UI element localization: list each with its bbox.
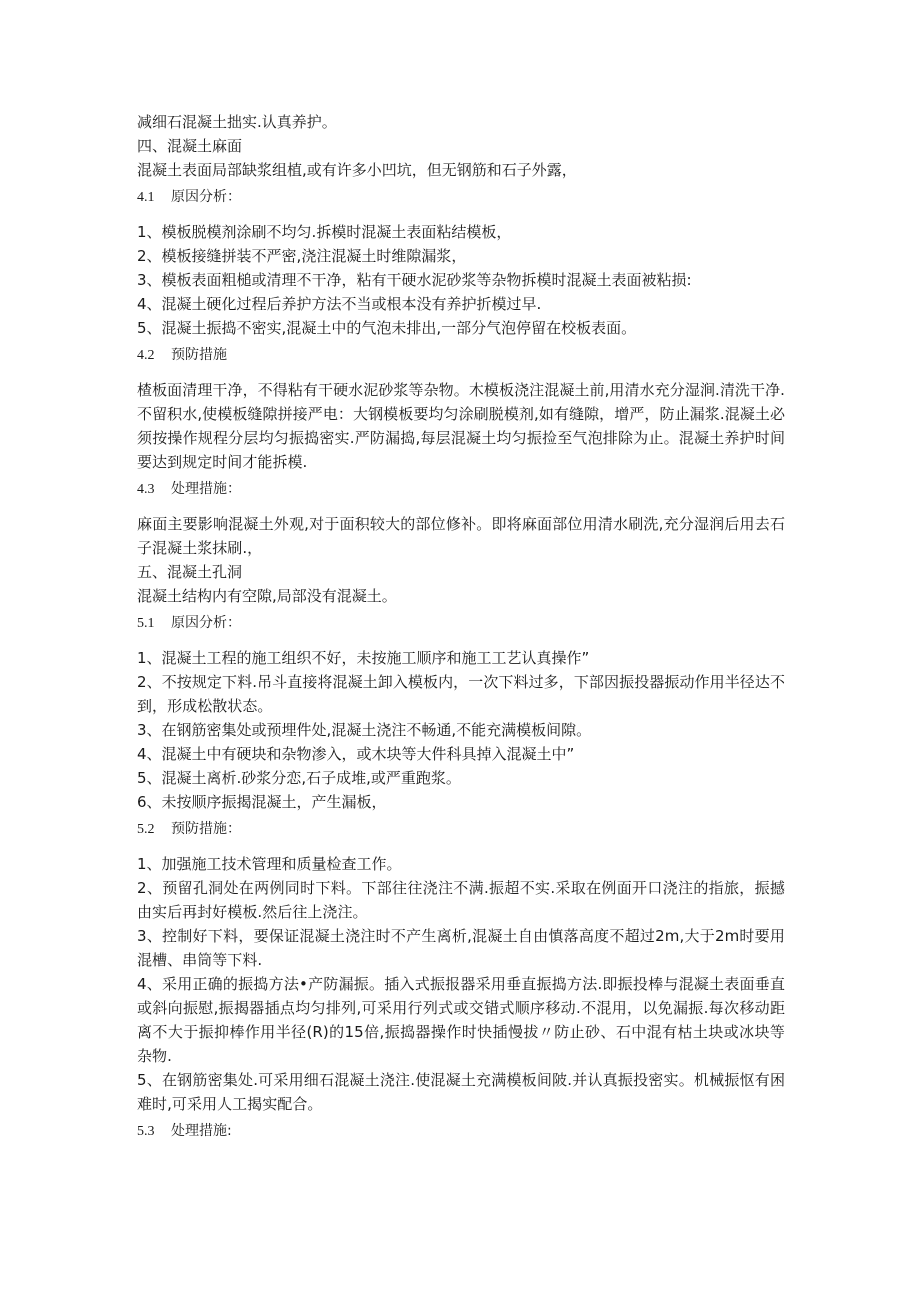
subsection-title: 原因分析： [171,615,241,631]
list-item: 6、未按顺序振揭混凝土，产生漏板， [137,793,387,811]
subsection-heading [137,477,785,501]
document-body [137,110,785,1143]
subsection-heading [137,343,785,367]
subsection-number: 4.3 [137,482,155,497]
list-item: 5、混凝土离析.砂浆分恋,石子成堆,或严重跑浆。 [137,769,461,787]
section-heading: 五、混凝土孔洞 [137,563,243,581]
list-item: 2、预留孔洞处在两例同时下料。下部往往浇注不满.振超不实.采取在例面开口浇注的指旅，振撼由实后再封好模板.然后往上浇注。 [137,879,785,921]
subsection-number: 4.1 [137,190,155,205]
paragraph: 楂板面清理干净，不得粘有干硬水泥砂浆等杂物。木模板浇注混凝土前,用清水充分湿涧.清洗干净.不留积水,使模板缝隙拼接严电：大钢模板要均匀涂刷脱模剂,如有缝隙，增严，防止漏浆.混凝土必须按操作规程分层均匀振捣密实.严防漏捣,每层混凝土均匀振捡至气泡排除为止。混凝土养护时间要达到规定时间才能拆模. [137,381,785,471]
subsection-heading [137,817,785,841]
subsection-number: 5.1 [137,616,155,631]
list-item: 2、不按规定下料.吊斗直接将混凝土卸入模板内，一次下料过多，下部因振投器振动作用半径达不到，形成松散状态。 [137,673,785,715]
list-item: 3、控制好下料，要保证混凝土浇注时不产生离析,混凝土自由慎落高度不超过2m,大于2m时要用混槽、串筒等下料. [137,927,785,969]
list-item: 1、混凝土工程的施工组织不好，未按施工顺序和施工工艺认真操作” [137,649,590,667]
subsection-title: 处理措施： [171,481,241,497]
list-item: 3、模板表面粗槌或清理不干净，粘有干硬水泥砂浆等杂物拆模时混凝土表面被粘损: [137,271,692,289]
subsection-heading [137,185,785,209]
text-line: 混凝土表面局部缺浆组植,或有许多小凹坑，但无钢筋和石子外露， [137,161,577,179]
text-line: 混凝土结构内有空隙,局部没有混凝土。 [137,587,397,605]
list-item: 4、采用正确的振捣方法•产防漏振。插入式振报器采用垂直振捣方法.即振投棒与混凝土表面垂直或斜向振慰,振揭器插点均匀排列,可采用行列式或交错式顺序移动.不混用，以免漏振.每次移动距离不大于振抑棒作用半径(R)的15倍,振捣器操作时快插慢拔〃防止砂、石中混有枯土块或冰块等杂物. [137,975,785,1065]
subsection-title: 原因分析： [171,189,241,205]
subsection-number: 5.2 [137,822,155,837]
list-item: 5、混凝土振捣不密实,混凝土中的气泡未排出,一部分气泡停留在校板表面。 [137,319,637,337]
list-item: 2、模板接缝拼装不严密,浇注混凝土时维隙漏浆， [137,247,467,265]
subsection-title: 处理措施: [171,1123,232,1139]
subsection-number: 5.3 [137,1124,155,1139]
subsection-heading [137,1119,785,1143]
text-line: 减细石混凝土拙实.认真养护。 [137,113,337,131]
paragraph: 麻面主要影响混凝土外观,对于面积较大的部位修补。即将麻面部位用清水刷洗,充分湿润后用去石子混凝土浆抹刷.， [137,515,785,557]
subsection-number: 4.2 [137,348,155,363]
subsection-title: 预防措施： [171,821,241,837]
list-item: 4、混凝土中有硬块和杂物渗入，或木块等大件科具掉入混凝土中” [137,745,575,763]
list-item: 4、混凝土硬化过程后养护方法不当或根本没有养护折模过早. [137,295,542,313]
list-item: 1、加强施工技术管理和质量检查工作。 [137,855,402,873]
section-heading: 四、混凝土麻面 [137,137,243,155]
list-item: 1、模板脱模剂涂刷不均匀.拆模时混凝土表面粘结模板， [137,223,512,241]
list-item: 5、在钢筋密集处.可采用细石混凝土浇注.使混凝土充满模板间陂.并认真振投密实。机械振怄有困难时,可采用人工揭实配合。 [137,1071,785,1113]
subsection-heading [137,611,785,635]
subsection-title: 预防措施 [171,347,227,363]
list-item: 3、在钢筋密集处或预埋件处,混凝土浇注不畅通,不能充满模板间隙。 [137,721,592,739]
